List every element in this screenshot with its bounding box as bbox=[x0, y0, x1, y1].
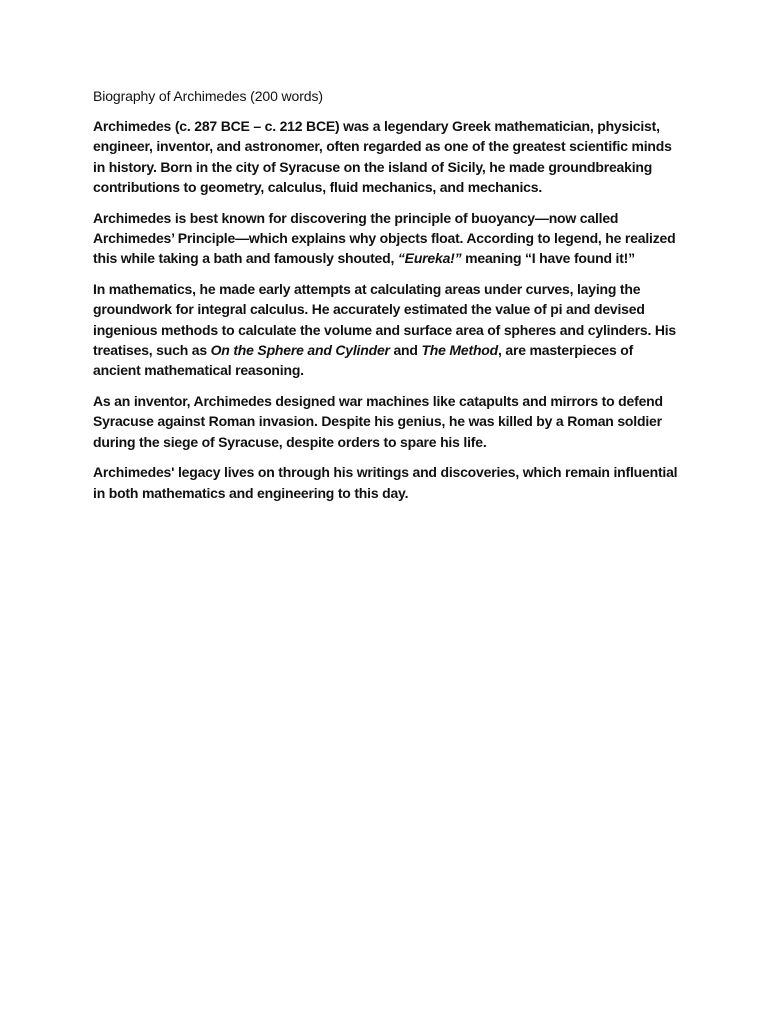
paragraph-text: and bbox=[389, 342, 422, 359]
paragraph-buoyancy bbox=[93, 208, 683, 269]
paragraph-text: , are masterpieces of ancient mathematical reasoning. bbox=[93, 342, 634, 379]
paragraph-text: meaning “I have found it!” bbox=[461, 250, 635, 267]
eureka-quote: “Eureka!” bbox=[397, 250, 462, 267]
paragraph-inventor bbox=[93, 391, 683, 452]
treatise-title: On the Sphere and Cylinder bbox=[210, 342, 390, 359]
paragraph-legacy bbox=[93, 462, 683, 503]
document-page bbox=[93, 86, 683, 513]
paragraph-intro bbox=[93, 116, 683, 198]
paragraph-text: In mathematics, he made early attempts at calculating areas under curves, laying the groundwork for integral calculus. He accurately estimated the value of pi and devised ingenious methods to calculate the volume and surface area of spheres and cylinders. His treatises, such as bbox=[93, 280, 677, 359]
paragraph-mathematics bbox=[93, 279, 683, 381]
treatise-title: The Method bbox=[421, 342, 498, 359]
paragraph-text: Archimedes is best known for discovering the principle of buoyancy—now called Archimedes’ Principle—which explains why objects float. According to legend, he realized this while taking a bath and famously shouted, bbox=[93, 209, 676, 267]
paragraph-text: Archimedes' legacy lives on through his writings and discoveries, which remain influential in both mathematics and engineering to this day. bbox=[93, 464, 678, 501]
paragraph-text: As an inventor, Archimedes designed war machines like catapults and mirrors to defend Syracuse against Roman invasion. Despite his genius, he was killed by a Roman soldier during the siege of Syracuse, despite orders to spare his life. bbox=[93, 392, 663, 450]
paragraph-text: Archimedes (c. 287 BCE – c. 212 BCE) was a legendary Greek mathematician, physicist, engineer, inventor, and astronomer, often regarded as one of the greatest scientific minds in history. Born in the city of Syracuse on the island of Sicily, he made groundbreaking contributions to geometry, calculus, fluid mechanics, and mechanics. bbox=[93, 118, 672, 196]
document-title: Biography of Archimedes (200 words) bbox=[93, 88, 323, 104]
